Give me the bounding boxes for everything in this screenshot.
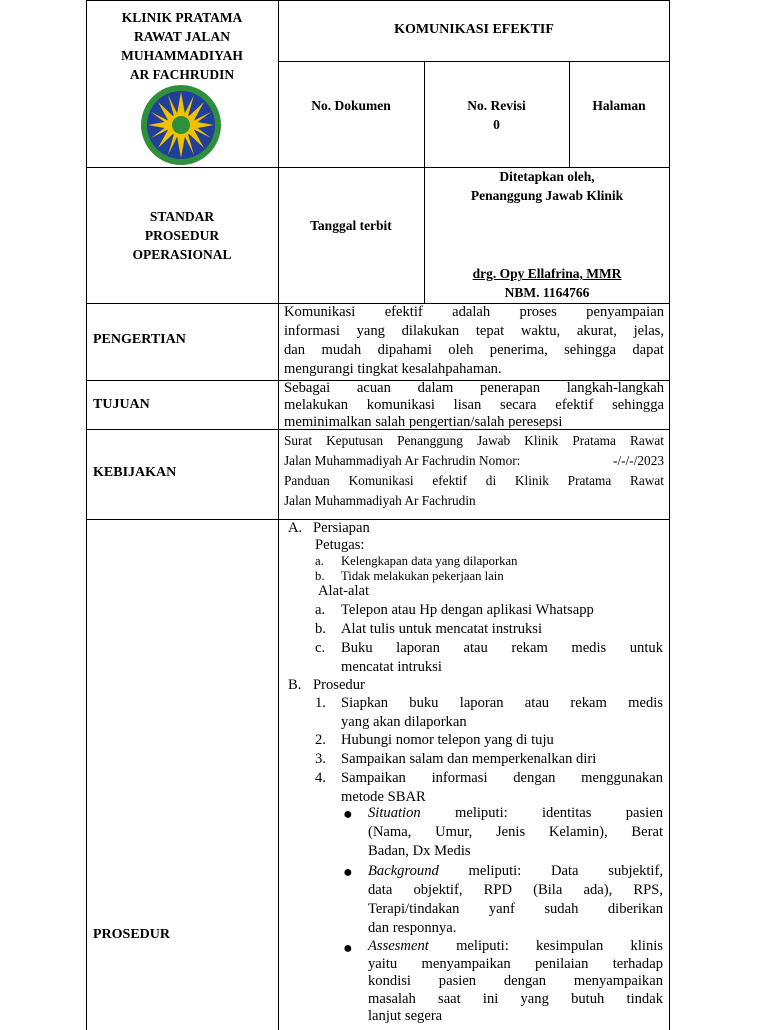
kebijakan-label: KEBIJAKAN: [93, 465, 177, 480]
tujuan-text: Sebagai acuan dalam penerapan langkah-langkah melakukan komunikasi lisan secara efektif sehingga meminimalkan salah pengertian/salah peresepsi: [284, 380, 664, 428]
step-marker: 3.: [315, 751, 326, 767]
muhammadiyah-sun-icon: [136, 84, 226, 166]
alat-item: Alat tulis untuk mencatat instruksi: [341, 621, 543, 637]
alat-item-marker: b.: [315, 621, 326, 637]
grid-line: [86, 519, 670, 520]
grid-line: [86, 0, 670, 1]
clinic-logo: [136, 84, 226, 166]
signer-nbm: NBM. 1164766: [504, 285, 590, 300]
halaman-label: Halaman: [592, 98, 646, 113]
grid-line: [669, 0, 670, 1030]
step-marker: 1.: [315, 695, 326, 711]
petugas-item: Kelengkapan data yang dilaporkan: [341, 554, 518, 568]
sbar-situation: Situation meliputi: identitas pasien (Nama, Umur, Jenis Kelamin), Berat Badan, Dx Medis: [368, 805, 663, 859]
sbar-background: Background meliputi: Data subjektif, data objektif, RPD (Bila ada), RPS, Terapi/tindakan yanf sudah diberikan dan responnya.: [368, 863, 663, 936]
petugas-item-marker: a.: [315, 554, 324, 568]
petugas-label: Petugas:: [315, 537, 365, 553]
alat-item: Buku laporan atau rekam medis untuk mencatat intruksi: [341, 640, 663, 675]
alat-label: Alat-alat: [318, 583, 370, 599]
step-item: Sampaikan salam dan memperkenalkan diri: [341, 751, 597, 767]
ditetapkan-oleh: Ditetapkan oleh, Penanggung Jawab Klinik: [470, 169, 624, 203]
tujuan-label: TUJUAN: [93, 397, 150, 412]
alat-item-marker: a.: [315, 602, 326, 618]
petugas-item-marker: b.: [315, 569, 325, 583]
grid-line: [278, 61, 670, 62]
step-item: Sampaikan informasi dengan menggunakan metode SBAR: [341, 770, 663, 805]
bullet-icon: ●: [343, 806, 353, 823]
tanggal-terbit-label: Tanggal terbit: [310, 218, 392, 233]
bullet-icon: ●: [343, 940, 353, 957]
kebijakan-text: Surat Keputusan Penanggung Jawab Klinik Pratama Rawat Jalan Muhammadiyah Ar Fachrudin Nomor: -/-/-/2023 Panduan Komunikasi efektif di Klinik Pratama Rawat Jalan Muhammadiyah Ar Fachrudin: [284, 433, 664, 508]
step-item: Siapkan buku laporan atau rekam medis yang akan dilaporkan: [341, 695, 663, 730]
no-dokumen-label: No. Dokumen: [311, 98, 391, 113]
grid-line: [86, 429, 670, 430]
sbar-assesment: Assesment meliputi: kesimpulan klinis yaitu menyampaikan penilaian terhadap kondisi pasien dengan menyampaikan masalah saat ini yang butuh tindak lanjut segera: [368, 938, 663, 1024]
pengertian-label: PENGERTIAN: [93, 332, 186, 347]
grid-line: [86, 0, 87, 1030]
pengertian-text: Komunikasi efektif adalah proses penyampaian informasi yang dilakukan tepat waktu, akurat, jelas, dan mudah dipahami oleh penerima, sehingga dapat mengurangi tingkat kesalahpahaman.: [284, 304, 664, 377]
sop-document: [86, 0, 670, 1030]
section-a-title: Persiapan: [313, 520, 370, 536]
alat-item: Telepon atau Hp dengan aplikasi Whatsapp: [341, 602, 594, 618]
clinic-name: KLINIK PRATAMA RAWAT JALAN MUHAMMADIYAH AR FACHRUDIN: [121, 10, 243, 82]
sop-label: STANDAR PROSEDUR OPERASIONAL: [132, 209, 232, 262]
prosedur-label: PROSEDUR: [93, 927, 171, 942]
alat-item-marker: c.: [315, 640, 326, 656]
signer: [424, 264, 670, 302]
document-title: KOMUNIKASI EFEKTIF: [394, 22, 554, 37]
step-marker: 2.: [315, 732, 326, 748]
step-item: Hubungi nomor telepon yang di tuju: [341, 732, 554, 748]
petugas-item: Tidak melakukan pekerjaan lain: [341, 569, 504, 583]
step-marker: 4.: [315, 770, 326, 786]
bullet-icon: ●: [343, 864, 353, 881]
no-revisi: No. Revisi 0: [467, 98, 526, 132]
signer-name: drg. Opy Ellafrina, MMR: [472, 266, 622, 281]
grid-line: [278, 0, 279, 1030]
section-a-marker: A.: [288, 520, 303, 536]
section-b-title: Prosedur: [313, 677, 365, 693]
section-b-marker: B.: [288, 677, 302, 693]
